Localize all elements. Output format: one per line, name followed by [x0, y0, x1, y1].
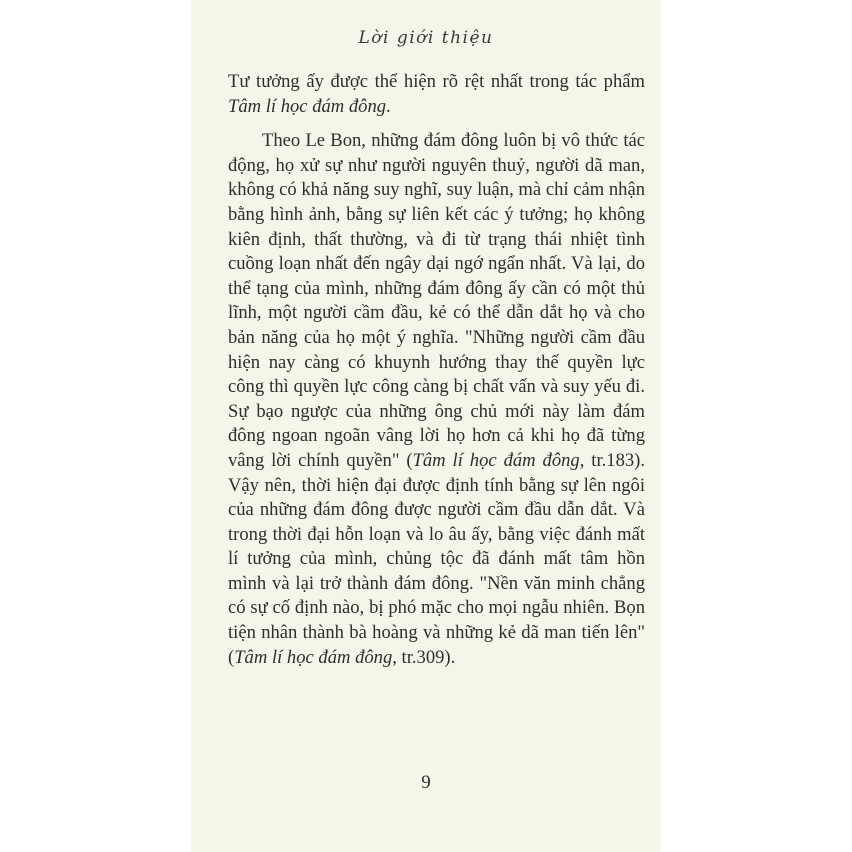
paragraph-1 [228, 70, 645, 119]
book-page [191, 0, 661, 852]
citation-2-title: Tâm lí học đám đông [234, 646, 393, 668]
paragraph-2-text-a: Theo Le Bon, những đám đông luôn bị vô thức tác động, họ xử sự như người nguyên thuỷ, người dã man, không có khả năng suy nghĩ, suy luận, mà chỉ cảm nhận bằng hình ảnh, bằng sự liên kết các ý tưởng; họ không kiên định, thất thường, và đi từ trạng thái nhiệt tình cuồng loạn nhất đến ngây dại ngớ ngẩn nhất. Và lại, do thể tạng của mình, những đám đông ấy cần có một thủ lĩnh, một người cầm đầu, kẻ có thể dẫn dắt họ và cho bản năng của họ một ý nghĩa. "Những người cầm đầu hiện nay càng có khuynh hướng thay thế quyền lực công thì quyền lực công càng bị chất vấn và suy yếu đi. Sự bạo ngược của những ông chủ mới này làm đám đông ngoan ngoãn vâng lời họ hơn cả khi họ đã từng vâng lời chính quyền" ( [228, 130, 645, 471]
paragraph-2-text-c: , tr.309). [392, 646, 456, 668]
citation-1-title: Tâm lí học đám đông [412, 449, 580, 471]
page-number: 9 [421, 772, 431, 793]
paragraph-1-end: . [386, 95, 391, 117]
body-text [228, 70, 645, 670]
paragraph-2 [228, 129, 645, 670]
book-title-italic: Tâm lí học đám đông [228, 95, 387, 117]
paragraph-1-text: Tư tưởng ấy được thể hiện rõ rệt nhất trong tác phẩm [228, 71, 645, 92]
running-head: Lời giới thiệu [358, 28, 494, 48]
paragraph-2-text-b: , tr.183). Vậy nên, thời hiện đại được định tính bằng sự lên ngôi của những đám đông được người cầm đầu dẫn dắt. Và trong thời đại hỗn loạn và lo âu ấy, bằng việc đánh mất lí tưởng của mình, chủng tộc đã đánh mất tâm hồn mình và lại trở thành đám đông. "Nền văn minh chẳng có sự cố định nào, bị phó mặc cho mọi ngẫu nhiên. Bọn tiện nhân thành bà hoàng và những kẻ dã man tiến lên" ( [228, 449, 646, 668]
